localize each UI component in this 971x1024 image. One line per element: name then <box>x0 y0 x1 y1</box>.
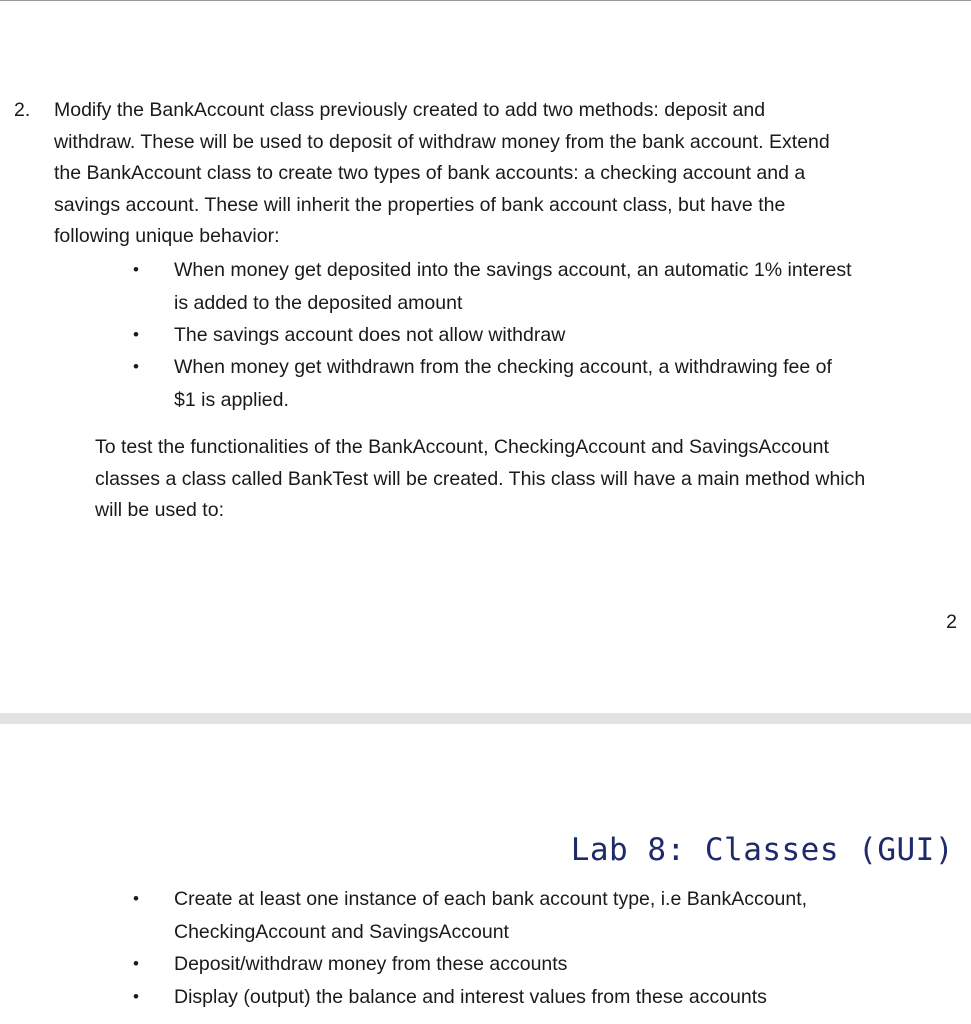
intro-line: withdraw. These will be used to deposit of withdraw money from the bank account. Extend <box>54 130 830 153</box>
page-separator <box>0 713 971 724</box>
list-item <box>0 254 971 319</box>
page-number: 2 <box>946 611 957 633</box>
bullet-icon: • <box>133 889 139 908</box>
test-instructions-paragraph <box>95 432 965 527</box>
intro-line: Modify the BankAccount class previously created to add two methods: deposit and <box>54 99 766 121</box>
document-page-1 <box>0 1 971 713</box>
list-item-text <box>174 319 964 352</box>
test-line: will be used to: <box>95 499 224 521</box>
list-item-line: When money get withdrawn from the checking account, a withdrawing fee of <box>174 356 832 378</box>
list-item-text <box>174 351 964 416</box>
page-header-title: Lab 8: Classes (GUI) <box>570 832 954 868</box>
assignment-intro-paragraph <box>54 95 954 253</box>
intro-line: following unique behavior: <box>54 225 280 247</box>
bullet-icon: • <box>133 357 139 376</box>
list-item <box>0 883 971 948</box>
list-item <box>0 351 971 416</box>
list-item-line: When money get deposited into the savings account, an automatic 1% interest <box>174 259 852 281</box>
list-item-line: CheckingAccount and SavingsAccount <box>174 920 509 943</box>
list-item-text <box>174 254 964 319</box>
list-item-text <box>174 883 964 948</box>
list-item-text <box>174 948 964 981</box>
item-number: 2. <box>14 99 31 121</box>
test-line: classes a class called BankTest will be created. This class will have a main method which <box>95 467 866 490</box>
list-item <box>0 981 971 1014</box>
list-item-text <box>174 981 964 1014</box>
intro-line: the BankAccount class to create two types of bank accounts: a checking account and a <box>54 162 806 184</box>
list-item <box>0 319 971 351</box>
list-item-line: Display (output) the balance and interest values from these accounts <box>174 986 767 1008</box>
list-item-line: The savings account does not allow withdraw <box>174 324 566 346</box>
list-item-line: Deposit/withdraw money from these accounts <box>174 953 568 975</box>
intro-line: savings account. These will inherit the properties of bank account class, but have the <box>54 193 786 216</box>
bullet-icon: • <box>133 987 139 1006</box>
bullet-icon: • <box>133 325 139 344</box>
list-item <box>0 948 971 981</box>
test-line: To test the functionalities of the BankAccount, CheckingAccount and SavingsAccount <box>95 436 829 458</box>
list-item-line: is added to the deposited amount <box>174 291 463 314</box>
list-item-line: $1 is applied. <box>174 388 289 411</box>
list-item-line: Create at least one instance of each bank account type, i.e BankAccount, <box>174 888 808 910</box>
bullet-icon: • <box>133 260 139 279</box>
document-page-2 <box>0 724 971 1024</box>
bullet-icon: • <box>133 954 139 973</box>
